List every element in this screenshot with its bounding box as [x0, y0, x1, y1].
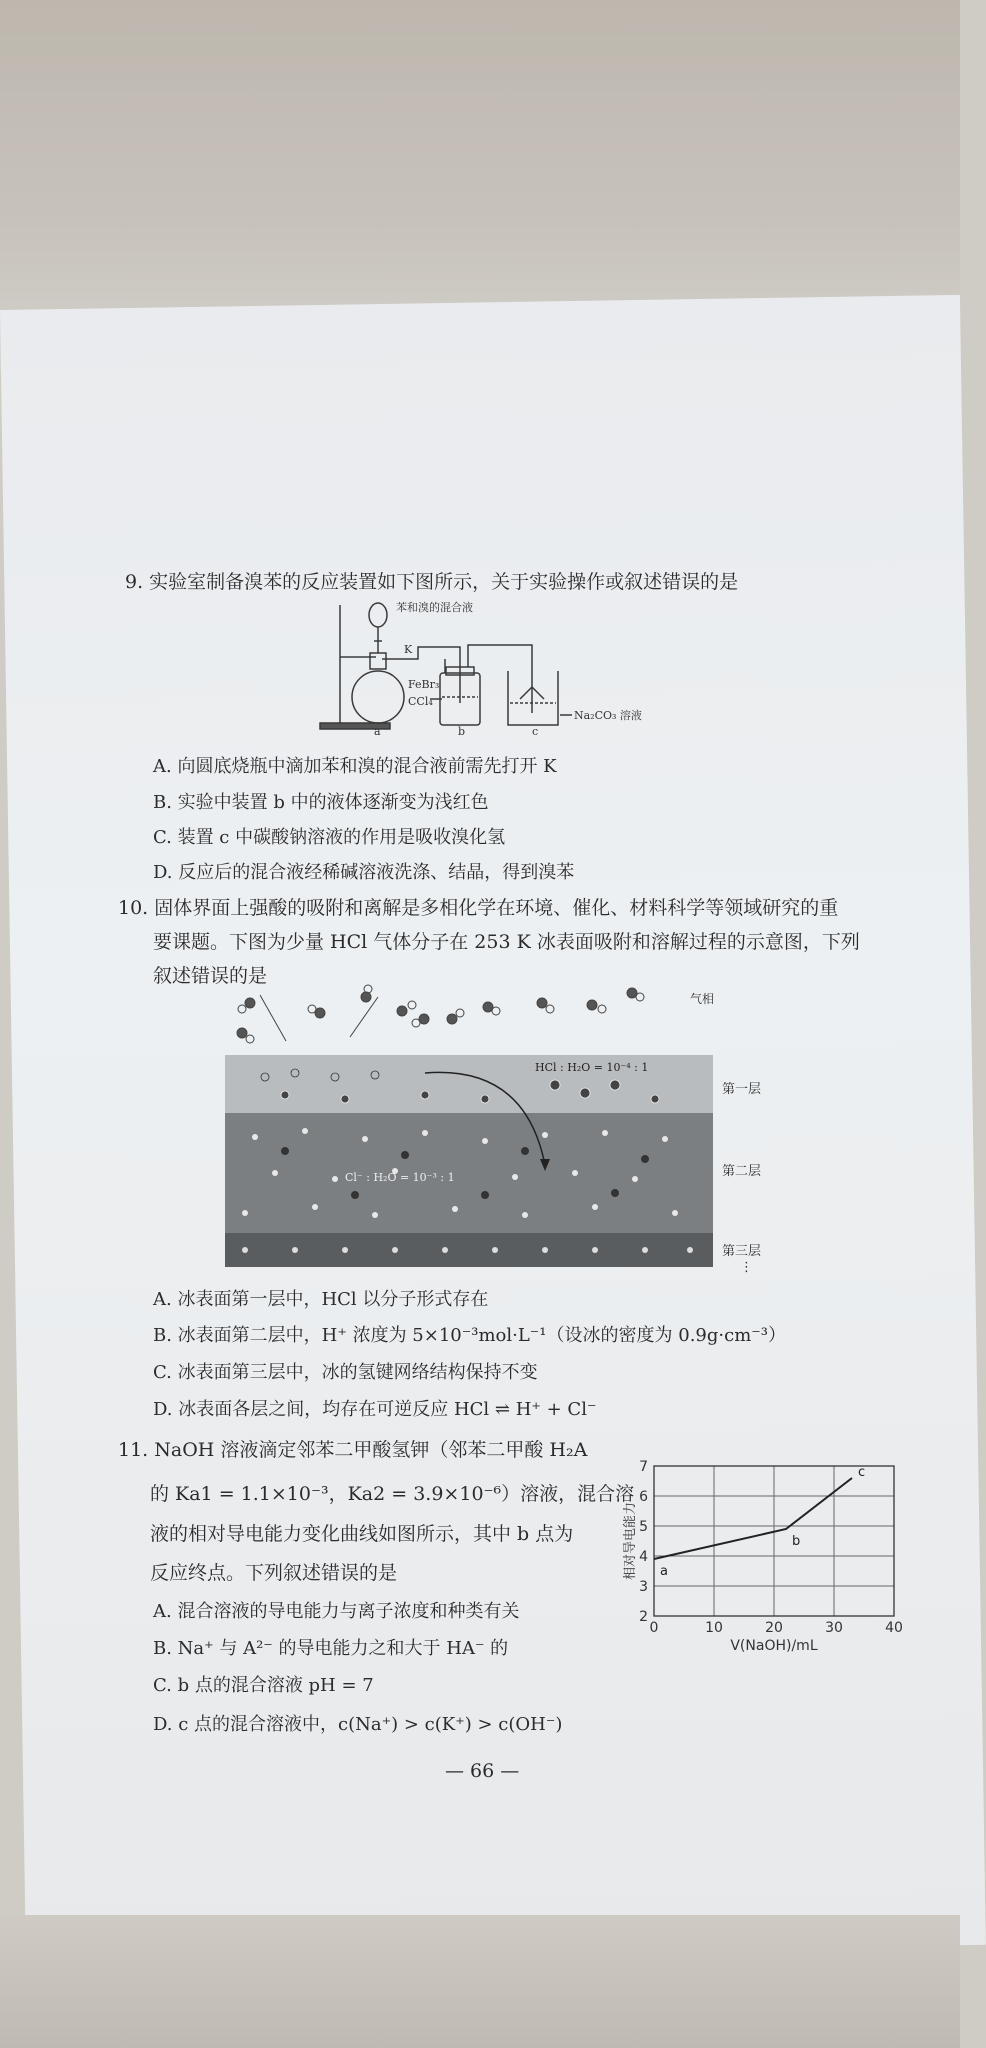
label-na2co3: Na₂CO₃ 溶液: [574, 709, 642, 722]
label-b: b: [458, 725, 466, 738]
label-ratio-layer2: Cl⁻ : H₂O = 10⁻³ : 1: [345, 1171, 455, 1184]
y-tick-label: 6: [639, 1489, 648, 1505]
x-tick-label: 0: [649, 1620, 659, 1636]
q9-option-a: A. 向圆底烧瓶中滴加苯和溴的混合液前需先打开 K: [153, 756, 557, 777]
x-axis-label: V(NaOH)/mL: [730, 1638, 818, 1654]
label-c: c: [532, 725, 539, 738]
q10-option-b: B. 冰表面第二层中，H⁺ 浓度为 5×10⁻³mol·L⁻¹（设冰的密度为 0.9g·cm⁻³）: [153, 1325, 786, 1346]
x-tick-label: 20: [765, 1620, 783, 1636]
point-label-c: c: [858, 1465, 866, 1480]
q11-stem-line3: 液的相对导电能力变化曲线如图所示，其中 b 点为: [150, 1523, 574, 1545]
page-number: — 66 —: [445, 1760, 520, 1782]
label-funnel: 苯和溴的混合液: [396, 601, 473, 614]
point-label-a: a: [660, 1564, 668, 1579]
conductivity-chart: [620, 1458, 920, 1662]
label-ccl4: CCl₄: [408, 695, 433, 708]
q10-option-a: A. 冰表面第一层中，HCl 以分子形式存在: [153, 1289, 489, 1310]
y-tick-label: 3: [639, 1579, 648, 1595]
x-tick-label: 10: [705, 1620, 723, 1636]
q9-option-c: C. 装置 c 中碳酸钠溶液的作用是吸收溴化氢: [153, 827, 506, 848]
point-label-b: b: [792, 1534, 801, 1549]
label-ratio-layer1: HCl : H₂O = 10⁻⁴ : 1: [535, 1061, 649, 1074]
label-layer2: 第二层: [722, 1164, 762, 1179]
label-layer1: 第一层: [722, 1082, 762, 1097]
y-tick-label: 2: [639, 1609, 648, 1625]
x-tick-label: 30: [825, 1620, 843, 1636]
q11-option-a: A. 混合溶液的导电能力与离子浓度和种类有关: [153, 1601, 520, 1622]
label-a: a: [374, 725, 381, 738]
x-tick-label: 40: [885, 1620, 903, 1636]
y-axis-label: 相对导电能力: [623, 1501, 638, 1581]
ice-molecules: [225, 1055, 713, 1267]
y-tick-label: 7: [639, 1459, 648, 1475]
q10-option-c: C. 冰表面第三层中，冰的氢键网络结构保持不变: [153, 1362, 538, 1383]
q11-stem-line1: 11. NaOH 溶液滴定邻苯二甲酸氢钾（邻苯二甲酸 H₂A: [118, 1439, 588, 1461]
q11-stem-line4: 反应终点。下列叙述错误的是: [150, 1562, 398, 1584]
conductivity-line: [654, 1478, 852, 1559]
label-febr3: FeBr₃: [408, 678, 440, 691]
q10-stem-line2: 要课题。下图为少量 HCl 气体分子在 253 K 冰表面吸附和溶解过程的示意图，下列: [153, 931, 860, 953]
q9-option-b: B. 实验中装置 b 中的液体逐渐变为浅红色: [153, 792, 489, 813]
q10-stem-line3: 叙述错误的是: [153, 965, 268, 987]
q11-option-c: C. b 点的混合溶液 pH = 7: [153, 1675, 374, 1696]
q9-stem: 9. 实验室制备溴苯的反应装置如下图所示，关于实验操作或叙述错误的是: [125, 571, 739, 593]
label-k: K: [404, 643, 413, 656]
q9-apparatus-figure: [310, 595, 642, 738]
q10-stem-line1: 10. 固体界面上强酸的吸附和离解是多相化学在环境、催化、材料科学等领域研究的重: [118, 897, 839, 919]
q11-option-d: D. c 点的混合溶液中，c(Na⁺) > c(K⁺) > c(OH⁻): [153, 1714, 563, 1735]
q9-option-d: D. 反应后的混合液经稀碱溶液洗涤、结晶，得到溴苯: [153, 862, 575, 883]
q10-option-d: D. 冰表面各层之间，均存在可逆反应 HCl ⇌ H⁺ + Cl⁻: [153, 1399, 597, 1420]
label-layer3: 第三层: [722, 1244, 762, 1259]
y-tick-label: 5: [639, 1519, 648, 1535]
conductivity-chart-svg: [620, 1458, 920, 1658]
label-gas-phase: 气相: [690, 992, 715, 1006]
label-more-layers: ⋮: [740, 1260, 753, 1275]
q11-option-b: B. Na⁺ 与 A²⁻ 的导电能力之和大于 HA⁻ 的: [153, 1638, 509, 1659]
ice-layers-figure: [225, 1055, 713, 1267]
gas-phase-molecules: [220, 975, 740, 1055]
q11-stem-line2: 的 Ka1 = 1.1×10⁻³，Ka2 = 3.9×10⁻⁶）溶液，混合溶: [150, 1483, 635, 1505]
y-tick-label: 4: [639, 1549, 648, 1565]
